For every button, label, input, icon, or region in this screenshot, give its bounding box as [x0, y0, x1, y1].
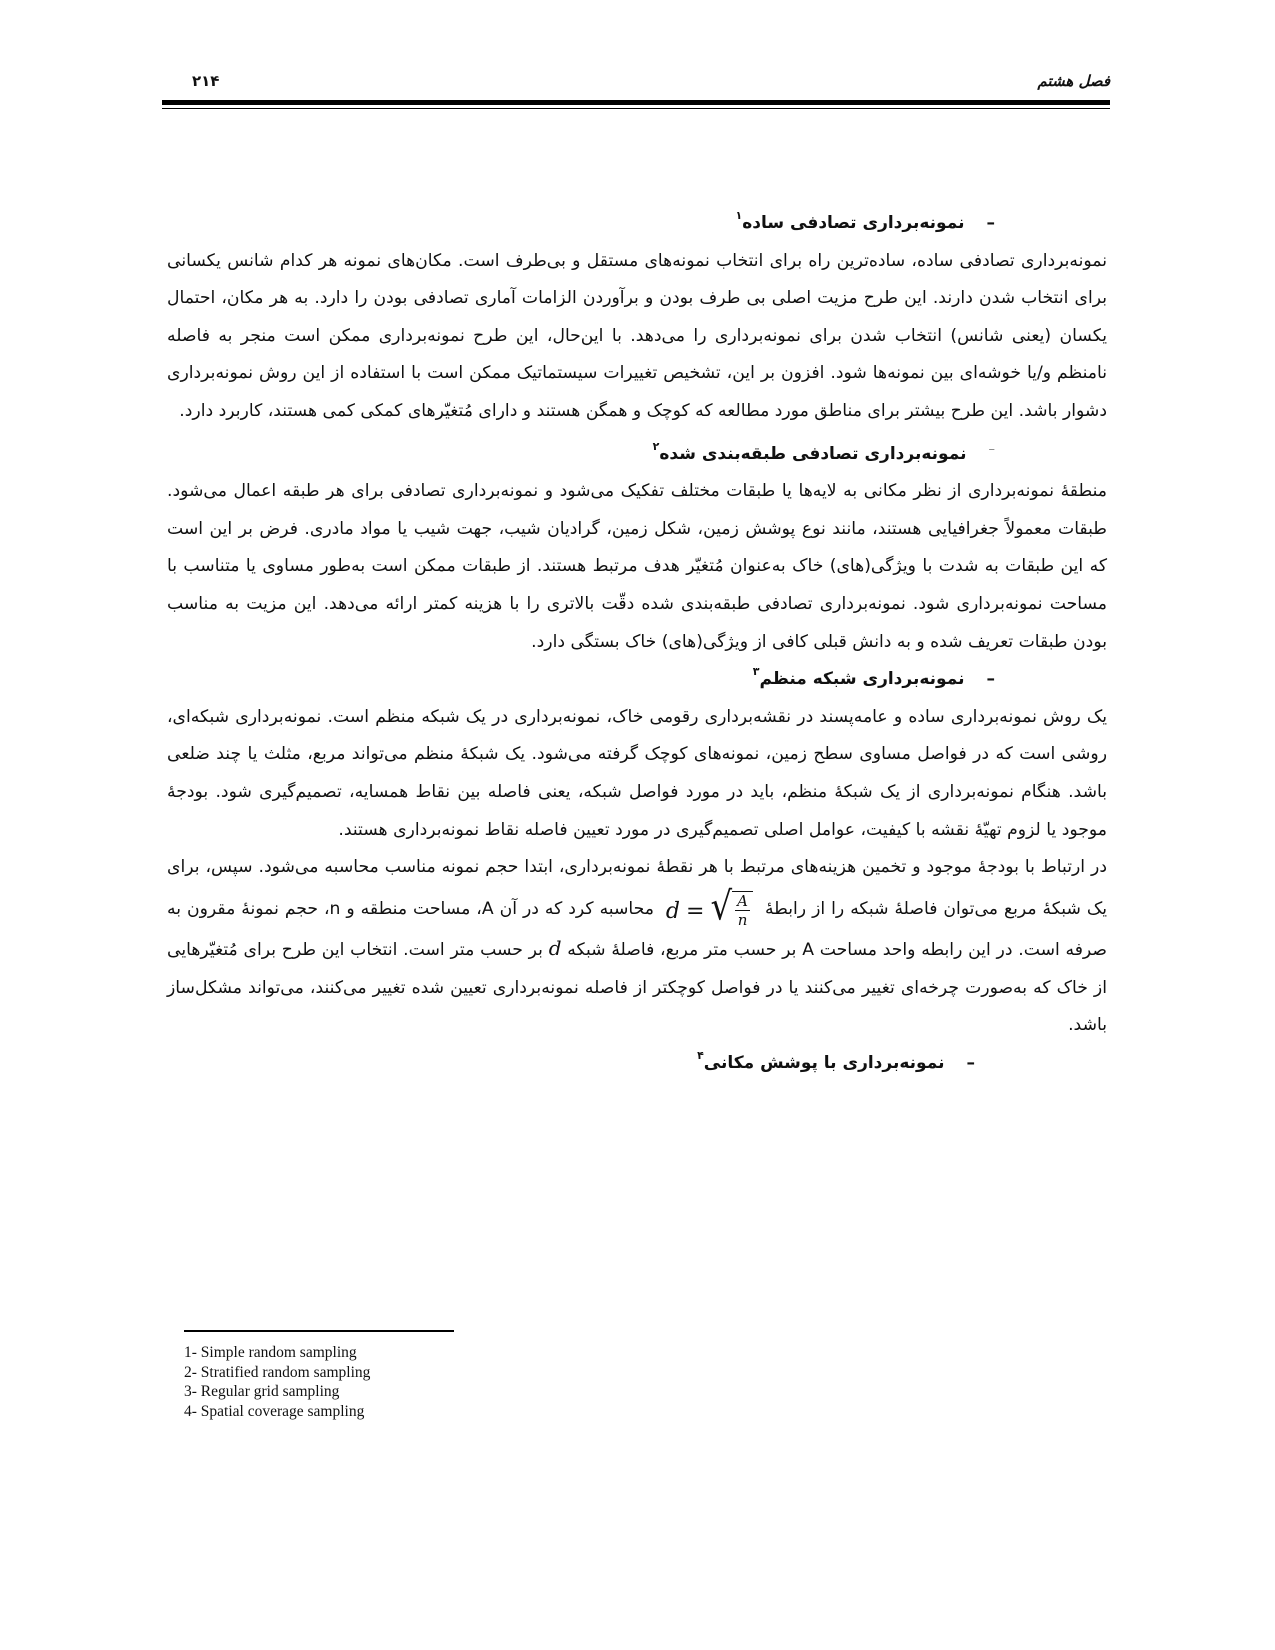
section-heading-simple-random [167, 205, 1107, 243]
section-heading-spatial-coverage [167, 1045, 1107, 1083]
sqrt-icon: √ [710, 883, 733, 930]
chapter-title: فصل هشتم [1037, 72, 1110, 90]
heading-text: نمونه‌برداری تصادفی طبقه‌بندی شده [659, 443, 967, 464]
formula-equals: = [686, 898, 705, 924]
page-number: ۲۱۴ [192, 72, 220, 90]
paragraph-regular-grid-2 [167, 849, 1107, 1045]
grid-spacing-formula [665, 883, 753, 931]
heading-text: نمونه‌برداری با پوشش مکانی [703, 1053, 945, 1074]
header-rule-thin [162, 108, 1110, 109]
paragraph-stratified: منطقهٔ نمونه‌برداری از نظر مکانی به لایه‌ها یا طبقات مختلف تفکیک می‌شود و نمونه‌برداری تصادفی برای هر طبقه اعمال می‌شود. طبقات معمولاً جغرافیایی هستند، مانند نوع پوشش زمین، شکل زمین، گرادیان شیب، جهت شیب یا مواد مادری. فرض بر این است که این طبقات به شدت با ویژگی(های) خاک به‌عنوان مُتغیّر هدف مرتبط هستند. از طبقات ممکن است به‌طور مساوی یا متناسب با مساحت نمونه‌برداری شود. نمونه‌برداری تصادفی طبقه‌بندی شده دقّت بالاتری را با هزینه کمتر ارائه می‌دهد. این مزیت به مناسب بودن طبقات تعریف شده و به دانش قبلی کافی از ویژگی(های) خاک بستگی دارد. [167, 481, 1107, 652]
inline-variable: d [548, 936, 562, 961]
heading-dash: – [988, 441, 995, 457]
paragraph-simple-random: نمونه‌برداری تصادفی ساده، ساده‌ترین راه برای انتخاب نمونه‌های مستقل و بی‌طرف است. مکان‌های نمونه هر کدام شانس یکسانی برای انتخاب شدن دارند. این طرح مزیت اصلی بی طرف بودن و برآوردن الزامات آماری تصادفی بودن را دارد. به هر مکان، احتمال یکسان (یعنی شانس) انتخاب شدن برای نمونه‌برداری را می‌دهد. با این‌حال، این طرح نمونه‌برداری ممکن است منجر به فاصله نامنظم و/یا خوشه‌ای بین نمونه‌ها شود. افزون بر این، تشخیص تغییرات سیستماتیک ممکن است با استفاده از این روش نمونه‌برداری دشوار باشد. این طرح بیشتر برای مناطق مورد مطالعه که کوچک و همگن هستند و دارای مُتغیّرهای کمکی کمی هستند، کاربرد دارد. [167, 250, 1107, 421]
heading-dash: – [966, 1053, 975, 1074]
formula-numerator: A [737, 891, 748, 910]
paragraph-text: در ارتباط با بودجهٔ موجود و تخمین هزینه‌های مرتبط با هر نقطهٔ نمونه‌برداری، ابتدا حجم نمونه مناسب محاسبه می‌شود. سپس، برای یک شبکهٔ مربع می‌توان فاصلهٔ شبکه را از رابطهٔ [167, 857, 1107, 919]
footnote-item: 1- Simple random sampling [184, 1344, 357, 1361]
heading-text: نمونه‌برداری شبکه منظم [759, 669, 965, 690]
footnote-ref: ۴ [697, 1049, 704, 1063]
footnote-item: 4- Spatial coverage sampling [184, 1402, 365, 1420]
page-header [162, 70, 1110, 94]
paragraph-text: بر حسب متر است. انتخاب این طرح برای مُتغیّرهایی از خاک که به‌صورت چرخه‌ای تغییر می‌کنند یا در فواصل کوچکتر از فاصله نمونه‌برداری تعیین شده تغییر می‌کنند، می‌تواند مشکل‌ساز باشد. [167, 940, 1107, 1036]
footnote-rule [184, 1330, 454, 1332]
paragraph-regular-grid-1: یک روش نمونه‌برداری ساده و عامه‌پسند در نقشه‌برداری رقومی خاک، نمونه‌برداری در یک شبکه منظم است. نمونه‌برداری شبکه‌ای، روشی است که در فواصل مساوی سطح زمین، نمونه‌های کوچک گرفته می‌شود. یک شبکهٔ منظم می‌تواند مربع، مثلث یا چند ضلعی باشد. هنگام نمونه‌برداری از یک شبکهٔ منظم، باید در مورد فواصل شبکه، یعنی فاصله بین نقاط همسایه، تصمیم‌گیری شود. بودجهٔ موجود یا لزوم تهیّهٔ نقشه با کیفیت، عوامل اصلی تصمیم‌گیری در مورد تعیین فاصله نقاط نمونه‌برداری هستند. [167, 706, 1107, 840]
heading-text: نمونه‌برداری تصادفی ساده [742, 213, 965, 233]
formula-lhs: d [665, 898, 680, 924]
paragraph-text: محاسبه کرد که در آن A، مساحت منطقه و n، حجم نمونهٔ مقرون به صرفه است. در این رابطه واحد مساحت A بر حسب متر مربع، فاصلهٔ شبکه [167, 898, 1108, 961]
heading-dash: – [986, 213, 995, 233]
footnote-ref: ۱ [735, 209, 743, 222]
section-heading-regular-grid [167, 661, 1107, 699]
footnote-ref: ۲ [652, 439, 660, 453]
section-heading-stratified [167, 431, 1107, 474]
footnote-item: 2- Stratified random sampling [184, 1363, 371, 1381]
page-body [167, 205, 1107, 1083]
heading-dash: – [986, 669, 995, 690]
header-rule-thick [162, 100, 1110, 105]
footnote-item: 3- Regular grid sampling [184, 1383, 340, 1400]
formula-fraction [732, 891, 753, 929]
footnote-ref: ۳ [752, 665, 760, 679]
formula-sqrt [710, 883, 753, 930]
footnotes [184, 1343, 684, 1421]
formula-denominator: n [737, 910, 748, 929]
